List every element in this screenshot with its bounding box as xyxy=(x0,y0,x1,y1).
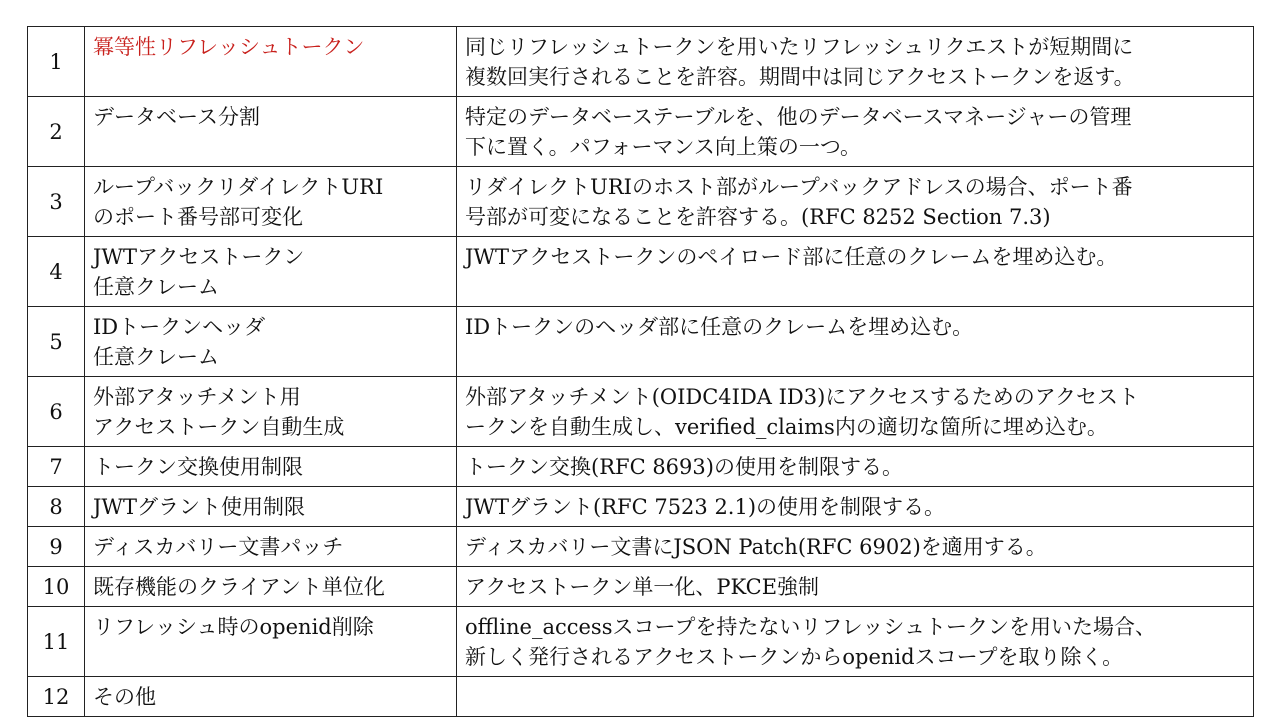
feature-name: その他 xyxy=(85,677,457,717)
row-number: 9 xyxy=(28,527,85,567)
table-row xyxy=(28,237,1254,307)
feature-name: トークン交換使用制限 xyxy=(85,447,457,487)
feature-name: IDトークンヘッダ 任意クレーム xyxy=(85,307,457,377)
feature-description: 外部アタッチメント(OIDC4IDA ID3)にアクセスするためのアクセスト ークンを自動生成し、verified_claims内の適切な箇所に埋め込む。 xyxy=(457,377,1254,447)
feature-description: ディスカバリー文書にJSON Patch(RFC 6902)を適用する。 xyxy=(457,527,1254,567)
feature-table xyxy=(27,26,1254,717)
feature-description: JWTグラント(RFC 7523 2.1)の使用を制限する。 xyxy=(457,487,1254,527)
feature-name: 冪等性リフレッシュトークン xyxy=(85,27,457,97)
feature-description: トークン交換(RFC 8693)の使用を制限する。 xyxy=(457,447,1254,487)
feature-name: リフレッシュ時のopenid削除 xyxy=(85,607,457,677)
row-number: 10 xyxy=(28,567,85,607)
row-number: 6 xyxy=(28,377,85,447)
row-number: 12 xyxy=(28,677,85,717)
row-number: 5 xyxy=(28,307,85,377)
feature-description: IDトークンのヘッダ部に任意のクレームを埋め込む。 xyxy=(457,307,1254,377)
row-number: 11 xyxy=(28,607,85,677)
row-number: 7 xyxy=(28,447,85,487)
feature-name: 外部アタッチメント用 アクセストークン自動生成 xyxy=(85,377,457,447)
table-row xyxy=(28,377,1254,447)
feature-description: offline_accessスコープを持たないリフレッシュトークンを用いた場合、 新しく発行されるアクセストークンからopenidスコープを取り除く。 xyxy=(457,607,1254,677)
row-number: 3 xyxy=(28,167,85,237)
table-row xyxy=(28,97,1254,167)
row-number: 2 xyxy=(28,97,85,167)
feature-description xyxy=(457,677,1254,717)
feature-name: ループバックリダイレクトURI のポート番号部可変化 xyxy=(85,167,457,237)
feature-name: ディスカバリー文書パッチ xyxy=(85,527,457,567)
feature-description: JWTアクセストークンのペイロード部に任意のクレームを埋め込む。 xyxy=(457,237,1254,307)
table-row xyxy=(28,307,1254,377)
row-number: 1 xyxy=(28,27,85,97)
feature-name: 既存機能のクライアント単位化 xyxy=(85,567,457,607)
feature-description: リダイレクトURIのホスト部がループバックアドレスの場合、ポート番 号部が可変になることを許容する。(RFC 8252 Section 7.3) xyxy=(457,167,1254,237)
table-row xyxy=(28,447,1254,487)
feature-description: 特定のデータベーステーブルを、他のデータベースマネージャーの管理 下に置く。パフォーマンス向上策の一つ。 xyxy=(457,97,1254,167)
row-number: 4 xyxy=(28,237,85,307)
feature-description: 同じリフレッシュトークンを用いたリフレッシュリクエストが短期間に 複数回実行されることを許容。期間中は同じアクセストークンを返す。 xyxy=(457,27,1254,97)
row-number: 8 xyxy=(28,487,85,527)
table-row xyxy=(28,27,1254,97)
table-row xyxy=(28,567,1254,607)
table-row xyxy=(28,167,1254,237)
feature-name: JWTグラント使用制限 xyxy=(85,487,457,527)
feature-name: JWTアクセストークン 任意クレーム xyxy=(85,237,457,307)
feature-name: データベース分割 xyxy=(85,97,457,167)
table-row xyxy=(28,677,1254,717)
table-row xyxy=(28,527,1254,567)
table-row xyxy=(28,487,1254,527)
table-row xyxy=(28,607,1254,677)
feature-description: アクセストークン単一化、PKCE強制 xyxy=(457,567,1254,607)
